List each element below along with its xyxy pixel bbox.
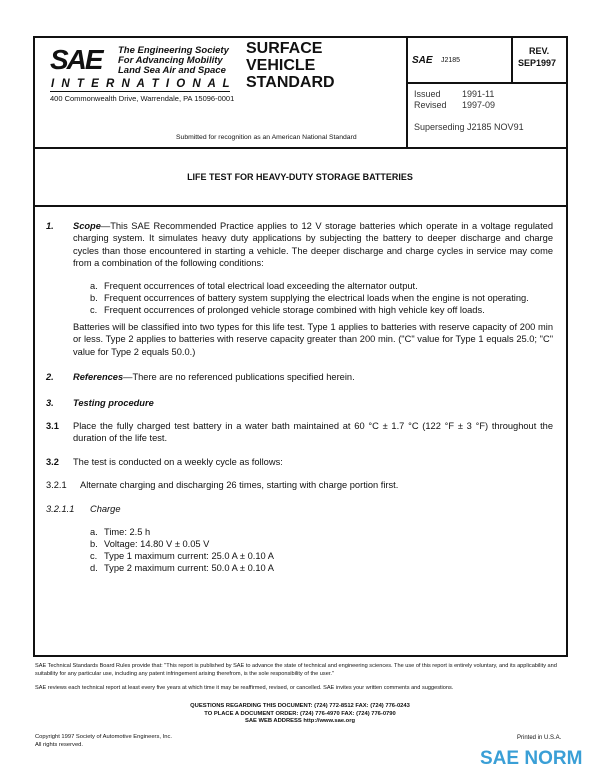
printed-in: Printed in U.S.A. (517, 735, 562, 741)
copyright: Copyright 1997 Society of Automotive Engineers, Inc. (35, 734, 172, 740)
document-type (246, 40, 335, 91)
references-paragraph (73, 371, 553, 383)
divider (33, 147, 566, 149)
policy-note: SAE Technical Standards Board Rules provide that: "This report is published by SAE to advance the state of technical and engineering sciences. The use of this report is entirely voluntary, and its applicability and suitability for any particular use, including any patent infringement arising therefrom, is the sole responsibility of the user." (35, 663, 557, 677)
submitted-note: Submitted for recognition as an American National Standard (176, 134, 357, 141)
conditions-list (90, 280, 529, 316)
issued-label: Issued (414, 89, 441, 99)
paragraph-text: —This SAE Recommended Practice applies to 12 V storage batteries which operate in a voltage regulated charging system. It simulates heavy duty applications by subjecting the battery to deeper discharge and charge cycles than those encountered in starting a vehicle. The deeper discharge and charge cycles in service may come from a combination of the following conditions: (73, 221, 553, 268)
rev-value: SEP1997 (518, 58, 557, 68)
list-item: b. Voltage: 14.80 V ± 0.05 V (90, 539, 210, 549)
paragraph-3-2: The test is conducted on a weekly cycle as follows: (73, 457, 283, 467)
section-number: 3.2.1.1 (46, 504, 75, 514)
types-paragraph: Batteries will be classified into two types for this life test. Type 1 applies to batteries with reserve capacity of 200 min or less. Type 2 applies to batteries with reserve capacity greater than 200 min. ("C" value for Type 1 equals 25.0; "C" value for Type 2 equals 50.0.) (73, 322, 553, 357)
copyright-block (35, 734, 172, 749)
paragraph-3-1: Place the fully charged test battery in a water bath maintained at 60 °C ± 1.7 °C (122 °F ± 3 °F) throughout the duration of the life test. (73, 421, 553, 444)
review-note: SAE reviews each technical report at least every five years at which time it may be reaffirmed, revised, or cancelled. SAE invites your written comments and suggestions. (35, 685, 454, 691)
list-item: c. Type 1 maximum current: 25.0 A ± 0.10 A (90, 551, 274, 561)
order-line: TO PLACE A DOCUMENT ORDER: (724) 776-4970 FAX: (724) 776-0790 (204, 710, 396, 717)
tagline-line: Land Sea Air and Space (118, 65, 226, 76)
section-number: 3.1 (46, 421, 59, 431)
section-heading: References (73, 372, 124, 382)
section-heading: Charge (90, 504, 121, 514)
charge-list (90, 526, 274, 574)
divider (33, 205, 566, 207)
sae-logo-small: SAE (412, 55, 433, 66)
sae-logo: SAE (50, 44, 102, 75)
divider (50, 91, 230, 92)
list-item: a. Frequent occurrences of total electrical load exceeding the alternator output. (90, 281, 418, 291)
issued-value: 1991-11 (462, 89, 495, 99)
divider (511, 36, 513, 83)
section-heading: Scope (73, 221, 101, 231)
list-item: b. Frequent occurrences of battery system supplying the electrical loads when the engine is not operating. (90, 293, 529, 303)
questions-line: QUESTIONS REGARDING THIS DOCUMENT: (724) 772-8512 FAX: (724) 776-0243 (190, 703, 410, 709)
sae-norm-watermark (480, 748, 582, 770)
international-wordmark: I N T E R N A T I O N A L (51, 78, 232, 90)
revised-value: 1997-09 (462, 100, 496, 110)
list-item: a. Time: 2.5 h (90, 527, 151, 537)
doc-type-line: STANDARD (246, 74, 335, 91)
paragraph-3-2-1: Alternate charging and discharging 26 times, starting with charge portion first. (80, 480, 399, 490)
revised-label: Revised (414, 100, 447, 110)
document-title: LIFE TEST FOR HEAVY-DUTY STORAGE BATTERIES (187, 172, 413, 182)
divider (406, 82, 566, 84)
rev-label: REV. (529, 46, 550, 56)
watermark-text: SAE NORM (480, 748, 583, 769)
paragraph-text: —There are no referenced publications specified herein. (123, 372, 355, 382)
section-number: 3. (46, 398, 54, 408)
section-number: 3.2.1 (46, 480, 67, 490)
contact-block (0, 703, 600, 726)
doc-type-line: SURFACE (246, 40, 323, 57)
tagline-line: For Advancing Mobility (118, 55, 223, 66)
doc-type-line: VEHICLE (246, 57, 316, 74)
rights: All rights reserved. (35, 741, 84, 748)
list-item: d. Type 2 maximum current: 50.0 A ± 0.10 A (90, 563, 274, 573)
scope-paragraph (73, 220, 553, 269)
tagline-line: The Engineering Society (118, 45, 229, 56)
section-heading: Testing procedure (73, 398, 154, 408)
doc-number: J2185 (441, 57, 461, 64)
section-number: 1. (46, 221, 54, 231)
society-tagline (118, 46, 229, 76)
divider (406, 36, 408, 148)
web-address[interactable]: SAE WEB ADDRESS http://www.sae.org (244, 718, 356, 724)
list-item: c. Frequent occurrences of prolonged vehicle storage combined with high vehicle key off loads. (90, 305, 485, 315)
section-number: 2. (46, 372, 54, 382)
section-number: 3.2 (46, 457, 59, 467)
address: 400 Commonwealth Drive, Warrendale, PA 15096-0001 (50, 94, 235, 103)
superseding: Superseding J2185 NOV91 (414, 122, 524, 132)
